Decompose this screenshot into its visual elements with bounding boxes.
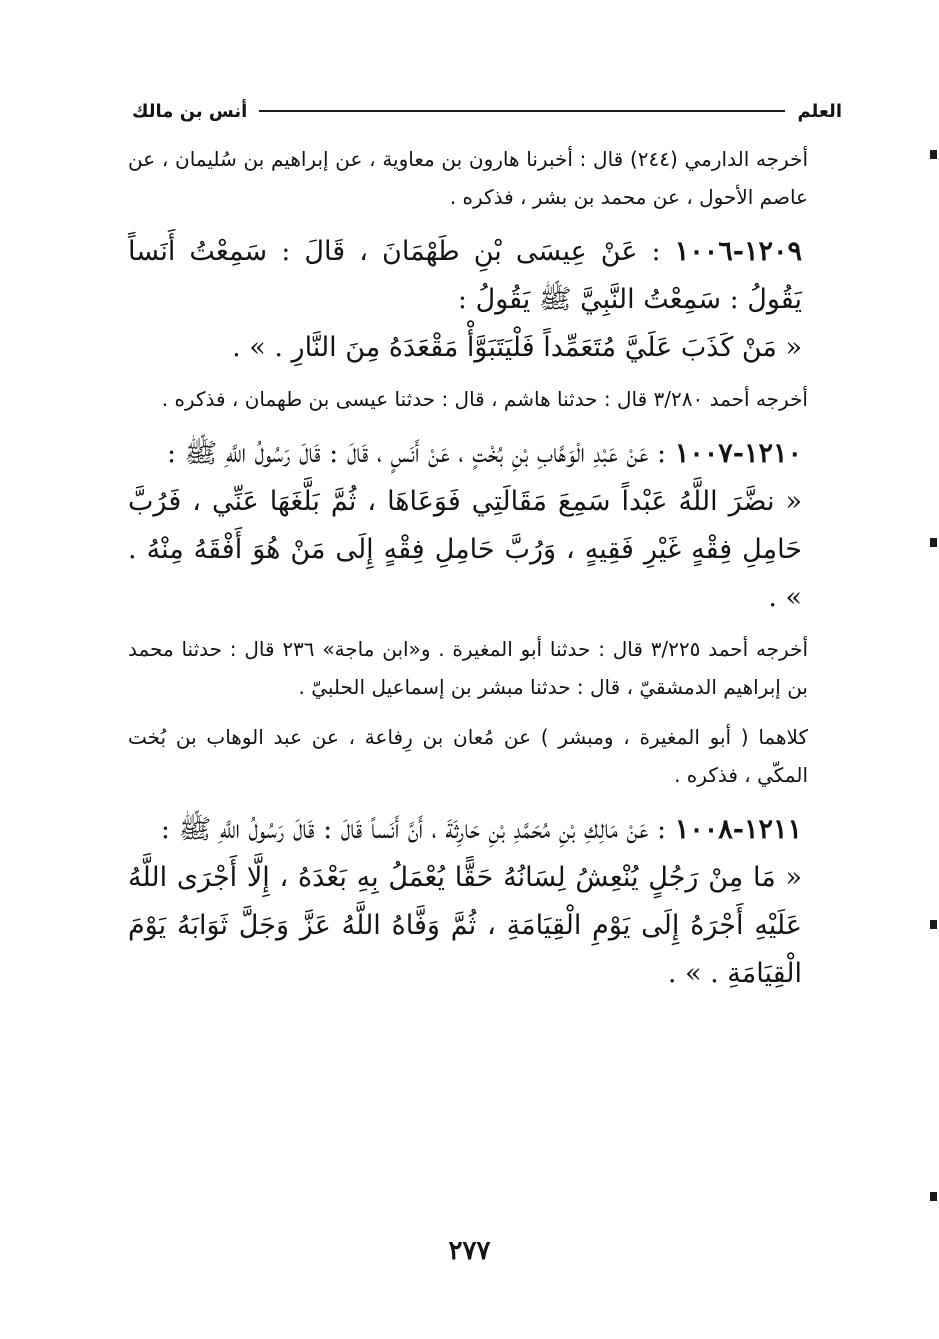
takhrij-note xyxy=(128,630,842,706)
running-header xyxy=(132,94,842,128)
note-text: كلاهما ( أبو المغيرة ، ومبشر ) عن مُعان بن رِفاعة ، عن عبد الوهاب بن بُخت المكّي ، فذكره . xyxy=(128,725,808,787)
hadith-number: ١٢٠٩-١٠٠٦ xyxy=(674,236,802,267)
hadith-entry xyxy=(128,228,842,372)
header-section: أنس بن مالك xyxy=(132,100,248,122)
hadith-number: ١٢١٠-١٠٠٧ xyxy=(674,438,802,469)
hadith-text: « مَنْ كَذَبَ عَلَيَّ مُتَعَمِّداً فَلْيَتَبَوَّأْ مَقْعَدَهُ مِنَ النَّارِ . » . xyxy=(232,332,802,363)
note-text: أخرجه أحمد ٣/٢٨٠ قال : حدثنا هاشم ، قال : حدثنا عيسى بن طهمان ، فذكره . xyxy=(161,387,808,411)
margin-mark xyxy=(930,1192,937,1201)
hadith-isnad: : عَنْ عِيسَى بْنِ طَهْمَانَ ، قَالَ : سَمِعْتُ أَنَساً يَقُولُ : سَمِعْتُ النَّبِيَّ ﷺ يَقُولُ : xyxy=(128,236,802,315)
hadith-text: « مَا مِنْ رَجُلٍ يُنْعِشُ لِسَانُهُ حَقًّا يُعْمَلُ بِهِ بَعْدَهُ ، إِلَّا أَجْرَى اللَّهُ عَلَيْهِ أَجْرَهُ إِلَى يَوْمِ الْقِيَامَةِ ، ثُمَّ وَفَّاهُ اللَّهُ عَزَّ وَجَلَّ ثَوَابَهُ يَوْمَ الْقِيَامَةِ . » . xyxy=(128,862,802,989)
takhrij-note xyxy=(128,718,842,794)
note-text: أخرجه الدارمي (٢٤٤) قال : أخبرنا هارون بن معاوية ، عن إبراهيم بن سُليمان ، عن عاصم الأحول ، عن محمد بن بشر ، فذكره . xyxy=(128,147,808,209)
page-number: ٢٧٧ xyxy=(448,1236,491,1266)
hadith-text: « نضَّرَ اللَّهُ عَبْداً سَمِعَ مَقَالَتِي فَوَعَاهَا ، ثُمَّ بَلَّغَهَا عَنِّي ، فَرُبَّ حَامِلِ فِقْهٍ غَيْرِ فَقِيهٍ ، وَرُبَّ حَامِلِ فِقْهٍ إِلَى مَنْ هُوَ أَفْقَهُ مِنْهُ . » . xyxy=(128,486,802,613)
hadith-isnad: : عَنْ مَالِكِ بْنِ مُحَمَّدِ بْنِ حَارِثَةَ ، أَنَّ أَنَساً قَالَ : قَالَ رَسُولُ اللَّهِ ﷺ : xyxy=(160,814,667,845)
hadith-intro xyxy=(128,430,842,478)
hadith-entry xyxy=(128,806,842,998)
margin-mark xyxy=(930,538,937,547)
hadith-isnad: : عَنْ عَبْدِ الْوَهَّابِ بْنِ بُخْتٍ ، عَنْ أَنَسٍ ، قَالَ : قَالَ رَسُولُ اللَّهِ ﷺ : xyxy=(166,438,667,469)
hadith-entry xyxy=(128,430,842,622)
header-rule xyxy=(259,110,785,112)
hadith-number: ١٢١١-١٠٠٨ xyxy=(674,814,802,845)
hadith-intro xyxy=(128,806,842,854)
note-text: أخرجه أحمد ٣/٢٢٥ قال : حدثنا أبو المغيرة . و«ابن ماجة» ٢٣٦ قال : حدثنا محمد بن إبراهيم الدمشقيّ ، قال : حدثنا مبشر بن إسماعيل الحلبيّ . xyxy=(128,637,808,699)
page-body xyxy=(128,140,842,1006)
takhrij-note xyxy=(128,140,842,216)
header-chapter: العلم xyxy=(797,100,842,122)
margin-mark xyxy=(930,920,937,929)
hadith-intro xyxy=(128,228,842,324)
takhrij-note xyxy=(128,380,842,418)
margin-mark xyxy=(930,150,937,159)
